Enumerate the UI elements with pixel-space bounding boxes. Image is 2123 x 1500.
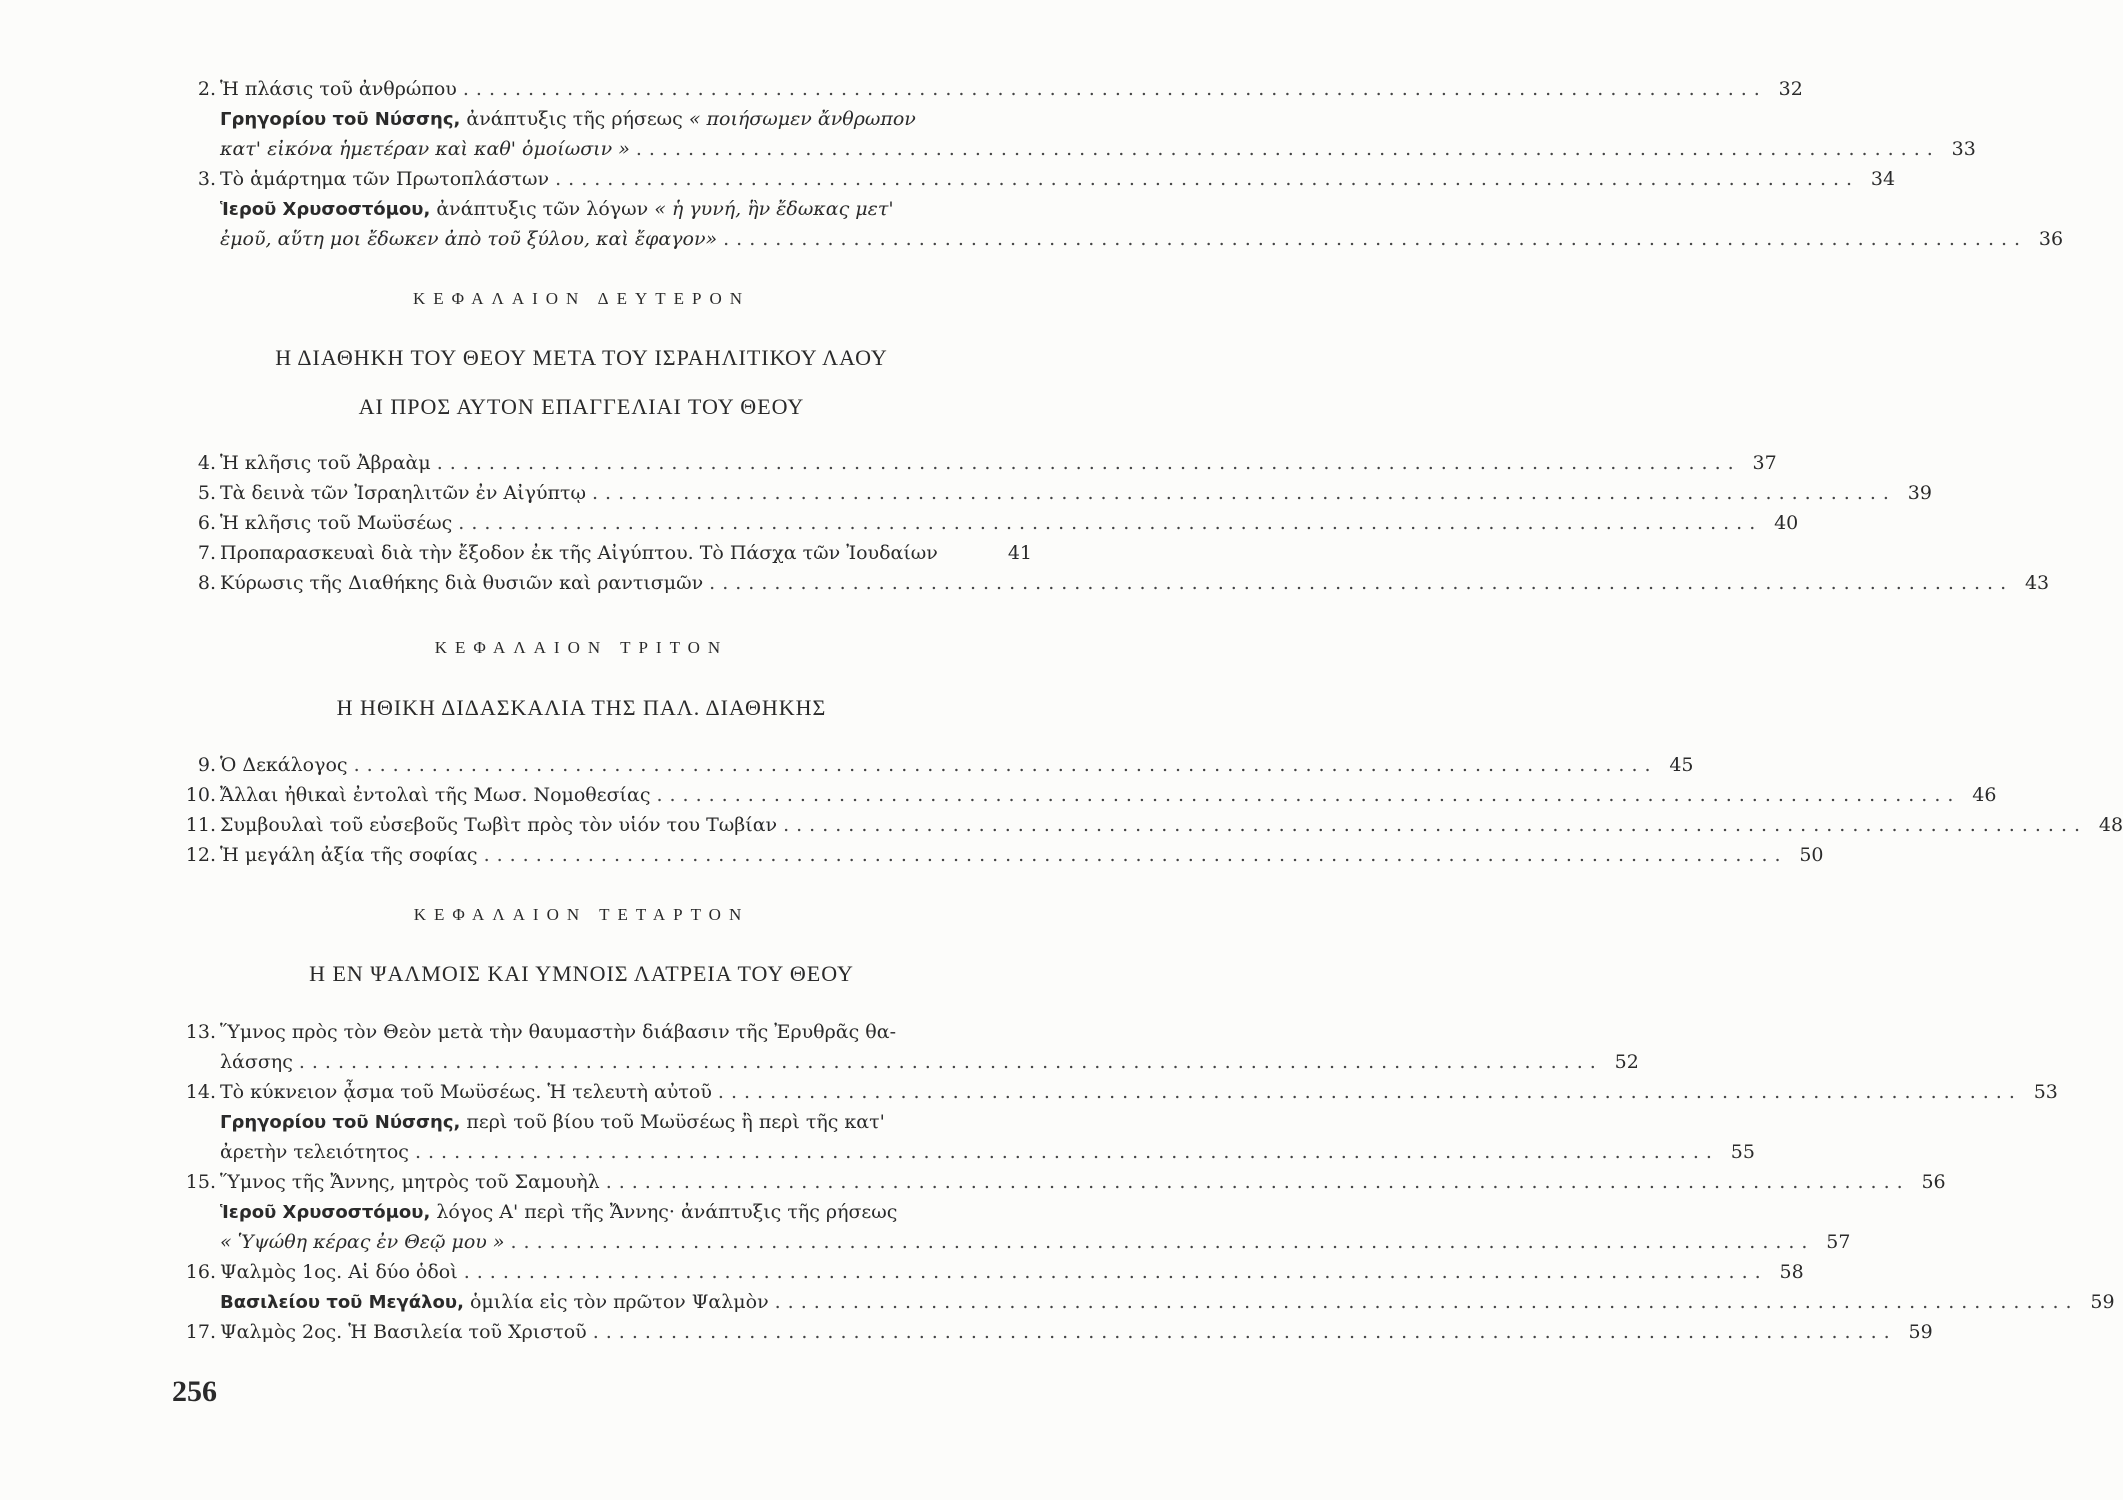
entry-title: Προπαρασκευαὶ διὰ τὴν ἔξοδον ἐκ τῆς Αἰγύπτου. Τὸ Πάσχα τῶν Ἰουδαίων <box>220 542 938 564</box>
chapter-heading: Η ΗΘΙΚΗ ΔΙΔΑΣΚΑΛΙΑ ΤΗΣ ΠΑΛ. ΔΙΑΘΗΚΗΣ <box>336 695 827 720</box>
leader-dots: .................................................................................................... <box>353 754 1658 776</box>
chapter-label: ΚΕΦΑΛΑΙΟΝ ΤΡΙΤΟΝ <box>434 638 729 657</box>
entry-number: 5. <box>197 482 216 504</box>
entry-number: 2. <box>197 78 216 100</box>
leader-dots: .................................................................................................... <box>463 1261 1768 1283</box>
entry-number: 7. <box>197 542 216 564</box>
toc-subentry-cont <box>172 134 1976 164</box>
entry-title: Ἡ πλάσις τοῦ ἀνθρώπου <box>220 78 457 100</box>
toc-entry-15 <box>172 1167 1946 1197</box>
toc-entry-14 <box>172 1077 2058 1107</box>
entry-title: Ὕμνος τῆς Ἄννης, μητρὸς τοῦ Σαμουὴλ <box>220 1171 600 1193</box>
author-name: Γρηγορίου τοῦ Νύσσης, <box>220 109 461 130</box>
entry-page: 56 <box>1921 1171 1946 1193</box>
entry-number: 12. <box>185 844 216 866</box>
leader-dots: .................................................................................................... <box>774 1291 2079 1313</box>
entry-title: Ἄλλαι ἠθικαὶ ἐντολαὶ τῆς Μωσ. Νομοθεσίας <box>220 784 651 806</box>
entry-text: ἀνάπτυξις τῆς ρήσεως <box>460 108 689 130</box>
entry-title: Τὰ δεινὰ τῶν Ἰσραηλιτῶν ἐν Αἰγύπτῳ <box>220 482 586 504</box>
leader-dots: .................................................................................................... <box>605 1171 1910 1193</box>
chapter-heading: Η ΕΝ ΨΑΛΜΟΙΣ ΚΑΙ ΥΜΝΟΙΣ ΛΑΤΡΕΙΑ ΤΟΥ ΘΕΟΥ <box>309 961 854 986</box>
entry-number: 4. <box>197 452 216 474</box>
entry-title: Ψαλμὸς 1ος. Αἱ δύο ὁδοὶ <box>220 1261 458 1283</box>
toc-entry-6 <box>172 508 1799 538</box>
entry-number: 17. <box>185 1321 216 1343</box>
entry-page: 58 <box>1779 1261 1804 1283</box>
leader-dots: .................................................................................................... <box>709 572 2014 594</box>
entry-number: 9. <box>197 754 216 776</box>
toc-subentry-cont <box>172 1227 1851 1257</box>
toc-entry-13-cont <box>172 1047 1639 1077</box>
leader-dots: .................................................................................................... <box>298 1051 1603 1073</box>
toc-subentry <box>172 1287 2115 1317</box>
author-name: Ἱεροῦ Χρυσοστόμου, <box>220 1202 431 1223</box>
chapter-subheading: ΑΙ ΠΡΟΣ ΑΥΤΟΝ ΕΠΑΓΓΕΛΙΑΙ ΤΟΥ ΘΕΟΥ <box>358 394 805 419</box>
leader-dots: .................................................................................................... <box>591 482 1896 504</box>
leader-dots: .................................................................................................... <box>723 228 2028 250</box>
entry-title: ἀρετὴν τελειότητος <box>220 1141 409 1163</box>
entry-number: 3. <box>197 168 216 190</box>
leader-dots: .................................................................................................... <box>555 168 1860 190</box>
entry-page: 36 <box>2038 228 2064 250</box>
toc-entry-2 <box>172 74 1803 104</box>
entry-page: 48 <box>2098 814 2123 836</box>
entry-page: 52 <box>1614 1051 1639 1073</box>
entry-number: 10. <box>185 784 216 806</box>
entry-number: 8. <box>197 572 216 594</box>
entry-page: 59 <box>2090 1291 2115 1313</box>
entry-title: Ἡ μεγάλη ἀξία τῆς σοφίας <box>220 844 478 866</box>
entry-page: 34 <box>1870 168 1896 190</box>
toc-entry-17 <box>172 1317 1933 1347</box>
toc-entry-11 <box>172 810 2123 840</box>
toc-entry-5 <box>172 478 1932 508</box>
toc-entry-12 <box>172 840 1824 870</box>
leader-dots: .................................................................................................... <box>635 138 1940 160</box>
toc-entry-10 <box>172 780 1997 810</box>
author-name: Βασιλείου τοῦ Μεγάλου, <box>220 1292 464 1313</box>
entry-number: 14. <box>185 1081 216 1103</box>
leader-dots: .................................................................................................... <box>436 452 1741 474</box>
leader-dots: .................................................................................................... <box>462 78 1767 100</box>
toc-subentry <box>172 1107 1032 1137</box>
entry-page: 46 <box>1972 784 1997 806</box>
leader-dots: .................................................................................................... <box>458 512 1763 534</box>
toc-subentry <box>172 104 1032 134</box>
toc-entry-7 <box>172 538 1032 568</box>
entry-page: 33 <box>1951 138 1976 160</box>
entry-quote: κατ' εἰκόνα ἡμετέραν καὶ καθ' ὁμοίωσιν » <box>220 138 630 160</box>
entry-title: λάσσης <box>220 1051 293 1073</box>
toc-subentry-cont <box>172 1137 1755 1167</box>
author-name: Ἱεροῦ Χρυσοστόμου, <box>220 199 431 220</box>
entry-page: 41 <box>1007 542 1032 564</box>
toc-entry-8 <box>172 568 2050 598</box>
entry-title: Συμβουλαὶ τοῦ εὐσεβοῦς Τωβὶτ πρὸς τὸν υἱόν του Τωβίαν <box>220 814 778 836</box>
page-number: 256 <box>172 1375 217 1408</box>
entry-number: 13. <box>185 1021 216 1043</box>
entry-title: Ὁ Δεκάλογος <box>220 754 348 776</box>
entry-quote: « Ὑψώθη κέρας ἐν Θεῷ μου » <box>220 1231 505 1253</box>
toc-entry-9 <box>172 750 1694 780</box>
entry-number: 15. <box>185 1171 216 1193</box>
toc-subentry <box>172 1197 1032 1227</box>
entry-page: 40 <box>1774 512 1799 534</box>
toc-subentry <box>172 194 1032 224</box>
entry-page: 50 <box>1799 844 1824 866</box>
entry-title: Ψαλμὸς 2ος. Ἡ Βασιλεία τοῦ Χριστοῦ <box>220 1321 587 1343</box>
entry-page: 45 <box>1669 754 1694 776</box>
leader-dots: .................................................................................................... <box>717 1081 2022 1103</box>
entry-page: 32 <box>1778 78 1803 100</box>
chapter-label: ΚΕΦΑΛΑΙΟΝ ΔΕΥΤΕΡΟΝ <box>412 289 751 308</box>
chapter-heading: Η ΔΙΑΘΗΚΗ ΤΟΥ ΘΕΟΥ ΜΕΤΑ ΤΟΥ ΙΣΡΑΗΛΙΤΙΚΟΥ ΛΑΟΥ <box>275 345 888 370</box>
entry-page: 39 <box>1907 482 1932 504</box>
entry-number: 11. <box>185 814 216 836</box>
entry-title: Τὸ κύκνειον ᾆσμα τοῦ Μωϋσέως. Ἡ τελευτὴ αὐτοῦ <box>220 1081 712 1103</box>
entry-page: 53 <box>2033 1081 2058 1103</box>
entry-title: ὁμιλία εἰς τὸν πρῶτον Ψαλμὸν <box>463 1291 769 1313</box>
leader-dots: .................................................................................................... <box>510 1231 1815 1253</box>
entry-title: Ἡ κλῆσις τοῦ Μωϋσέως <box>220 512 453 534</box>
toc-entry-4 <box>172 448 1777 478</box>
entry-page: 59 <box>1908 1321 1933 1343</box>
leader-dots: .................................................................................................... <box>656 784 1961 806</box>
entry-text: ἀνάπτυξις τῶν λόγων <box>430 198 655 220</box>
entry-page: 55 <box>1730 1141 1755 1163</box>
entry-title: Ἡ κλῆσις τοῦ Ἀβραὰμ <box>220 452 431 474</box>
leader-dots: .................................................................................................... <box>414 1141 1719 1163</box>
entry-text: περὶ τοῦ βίου τοῦ Μωϋσέως ἢ περὶ τῆς κατ' <box>460 1111 885 1133</box>
entry-title: Τὸ ἁμάρτημα τῶν Πρωτοπλάστων <box>220 168 550 190</box>
toc-entry-16 <box>172 1257 1804 1287</box>
entry-page: 43 <box>2024 572 2050 594</box>
entry-title: Ὕμνος πρὸς τὸν Θεὸν μετὰ τὴν θαυμαστὴν διάβασιν τῆς Ἐρυθρᾶς θα- <box>220 1021 896 1043</box>
leader-dots: .................................................................................................... <box>783 814 2088 836</box>
chapter-label: ΚΕΦΑΛΑΙΟΝ ΤΕΤΑΡΤΟΝ <box>413 905 750 924</box>
entry-number: 6. <box>197 512 216 534</box>
entry-page: 57 <box>1826 1231 1851 1253</box>
entry-quote: ἐμοῦ, αὕτη μοι ἔδωκεν ἀπὸ τοῦ ξύλου, καὶ ἔφαγον» <box>220 228 718 250</box>
entry-number: 16. <box>185 1261 216 1283</box>
entry-page: 37 <box>1752 452 1777 474</box>
entry-title: Κύρωσις τῆς Διαθήκης διὰ θυσιῶν καὶ ραντισμῶν <box>220 572 704 594</box>
entry-quote: « ἡ γυνή, ἣν ἔδωκας μετ' <box>654 198 894 220</box>
leader-dots: .................................................................................................... <box>483 844 1788 866</box>
entry-text: λόγος Α' περὶ τῆς Ἄννης· ἀνάπτυξις τῆς ρήσεως <box>430 1201 898 1223</box>
author-name: Γρηγορίου τοῦ Νύσσης, <box>220 1112 461 1133</box>
toc-entry-3 <box>172 164 1896 194</box>
toc-entry-13 <box>172 1017 1032 1047</box>
leader-dots: .................................................................................................... <box>592 1321 1897 1343</box>
entry-quote: « ποιήσωμεν ἄνθρωπον <box>688 108 916 130</box>
toc-subentry-cont <box>172 224 2064 254</box>
